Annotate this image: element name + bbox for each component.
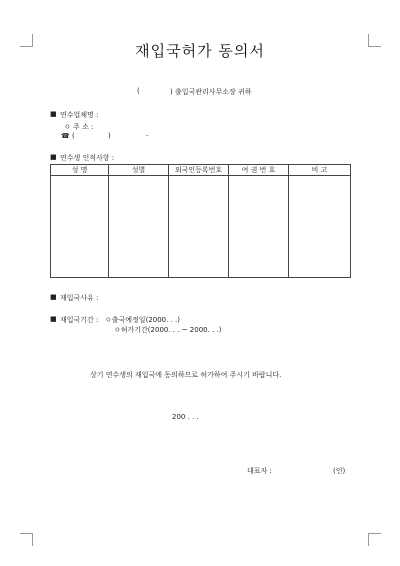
date-line: 200 . . . <box>172 413 199 421</box>
seal-mark: (인) <box>333 467 346 475</box>
phone-close-paren: ) <box>108 132 111 140</box>
column-header-registration-number: 외국인등록번호 <box>169 165 229 176</box>
crop-mark-bottom-right <box>368 533 381 546</box>
company-heading: 연수업체명 : <box>60 111 99 119</box>
crop-mark-bottom-left <box>20 533 33 546</box>
trainee-heading: 연수생 인적사항 : <box>60 154 115 162</box>
addressee-open-paren: ( <box>137 87 140 95</box>
bullet-icon: ■ <box>50 110 57 118</box>
column-header-gender: 성별 <box>109 165 169 176</box>
table-cell[interactable] <box>289 176 351 278</box>
table-cell[interactable] <box>169 176 229 278</box>
table-row <box>51 176 351 278</box>
departure-date-line: ㅇ출국예정일(2000. . .) <box>105 316 180 324</box>
period-heading: 재입국기간 : <box>60 316 99 324</box>
addressee-line: ) 출입국관리사무소장 귀하 <box>170 88 252 96</box>
bullet-icon: ■ <box>50 315 57 323</box>
document-title: 재입국허가 동의서 <box>135 42 265 60</box>
table-cell[interactable] <box>51 176 109 278</box>
table-cell[interactable] <box>109 176 169 278</box>
phone-icon: ☎ <box>61 132 70 140</box>
bullet-icon: ■ <box>50 293 57 301</box>
table-cell[interactable] <box>229 176 289 278</box>
phone-open-paren: ( <box>72 132 75 140</box>
request-statement: 상기 연수생의 재입국에 동의하므로 허가하여 주시기 바랍니다. <box>90 371 282 379</box>
trainee-table <box>50 164 351 278</box>
reason-heading: 재입국사유 : <box>60 294 99 302</box>
bullet-icon: ■ <box>50 153 57 161</box>
table-header-row <box>51 165 351 176</box>
company-address-label: ㅇ 주 소 : <box>64 123 94 131</box>
representative-label: 대표자 : <box>247 467 272 475</box>
column-header-name: 성 명 <box>51 165 109 176</box>
column-header-remarks: 비 고 <box>289 165 351 176</box>
phone-dash: - <box>146 132 149 140</box>
column-header-passport-number: 여 권 번 호 <box>229 165 289 176</box>
permit-period-line: ㅇ허가기간(2000. . . ~ 2000. . .) <box>114 326 222 334</box>
